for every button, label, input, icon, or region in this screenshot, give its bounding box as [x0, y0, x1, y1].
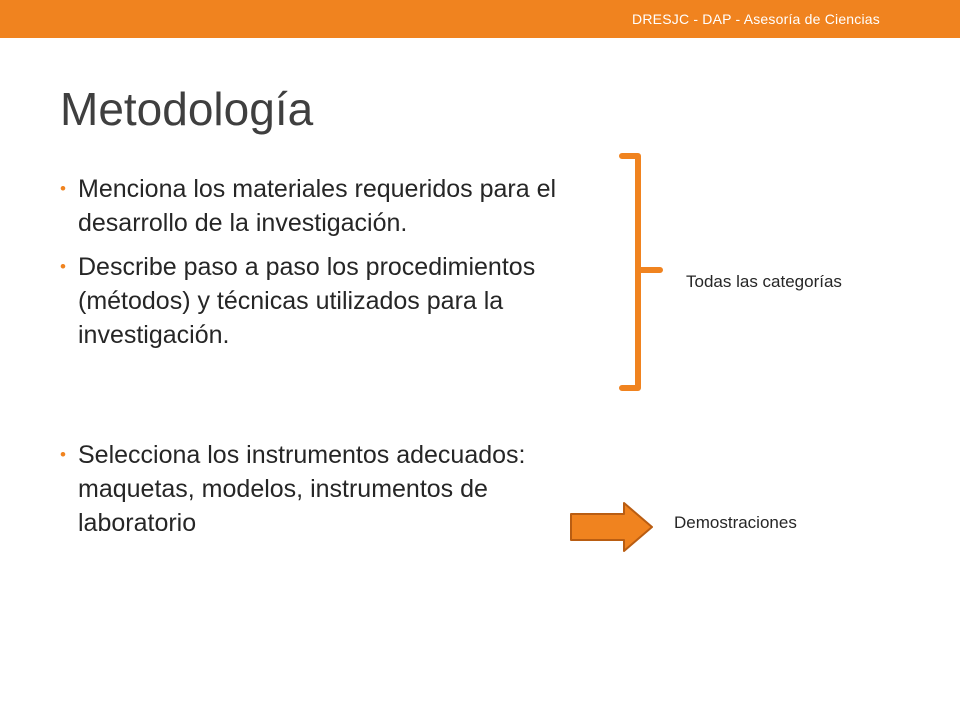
header-bar	[0, 0, 960, 38]
right-brace-icon	[612, 150, 672, 400]
arrow-label: Demostraciones	[674, 513, 797, 532]
header-text: DRESJC - DAP - Asesoría de Ciencias	[632, 11, 880, 27]
right-arrow-icon	[568, 500, 658, 556]
bullet-item-materials: • Menciona los materiales requeridos para el desarrollo de la investigación.	[60, 172, 638, 240]
bullet-item-instruments: • Selecciona los instrumentos adecuados: maquetas, modelos, instrumentos de laboratorio	[60, 438, 578, 540]
bullet-item-procedures: • Describe paso a paso los procedimientos (métodos) y técnicas utilizados para la investigación.	[60, 250, 638, 352]
slide-title: Metodología	[60, 83, 314, 135]
bullet-list	[60, 172, 638, 540]
bracket-label: Todas las categorías	[686, 272, 842, 291]
